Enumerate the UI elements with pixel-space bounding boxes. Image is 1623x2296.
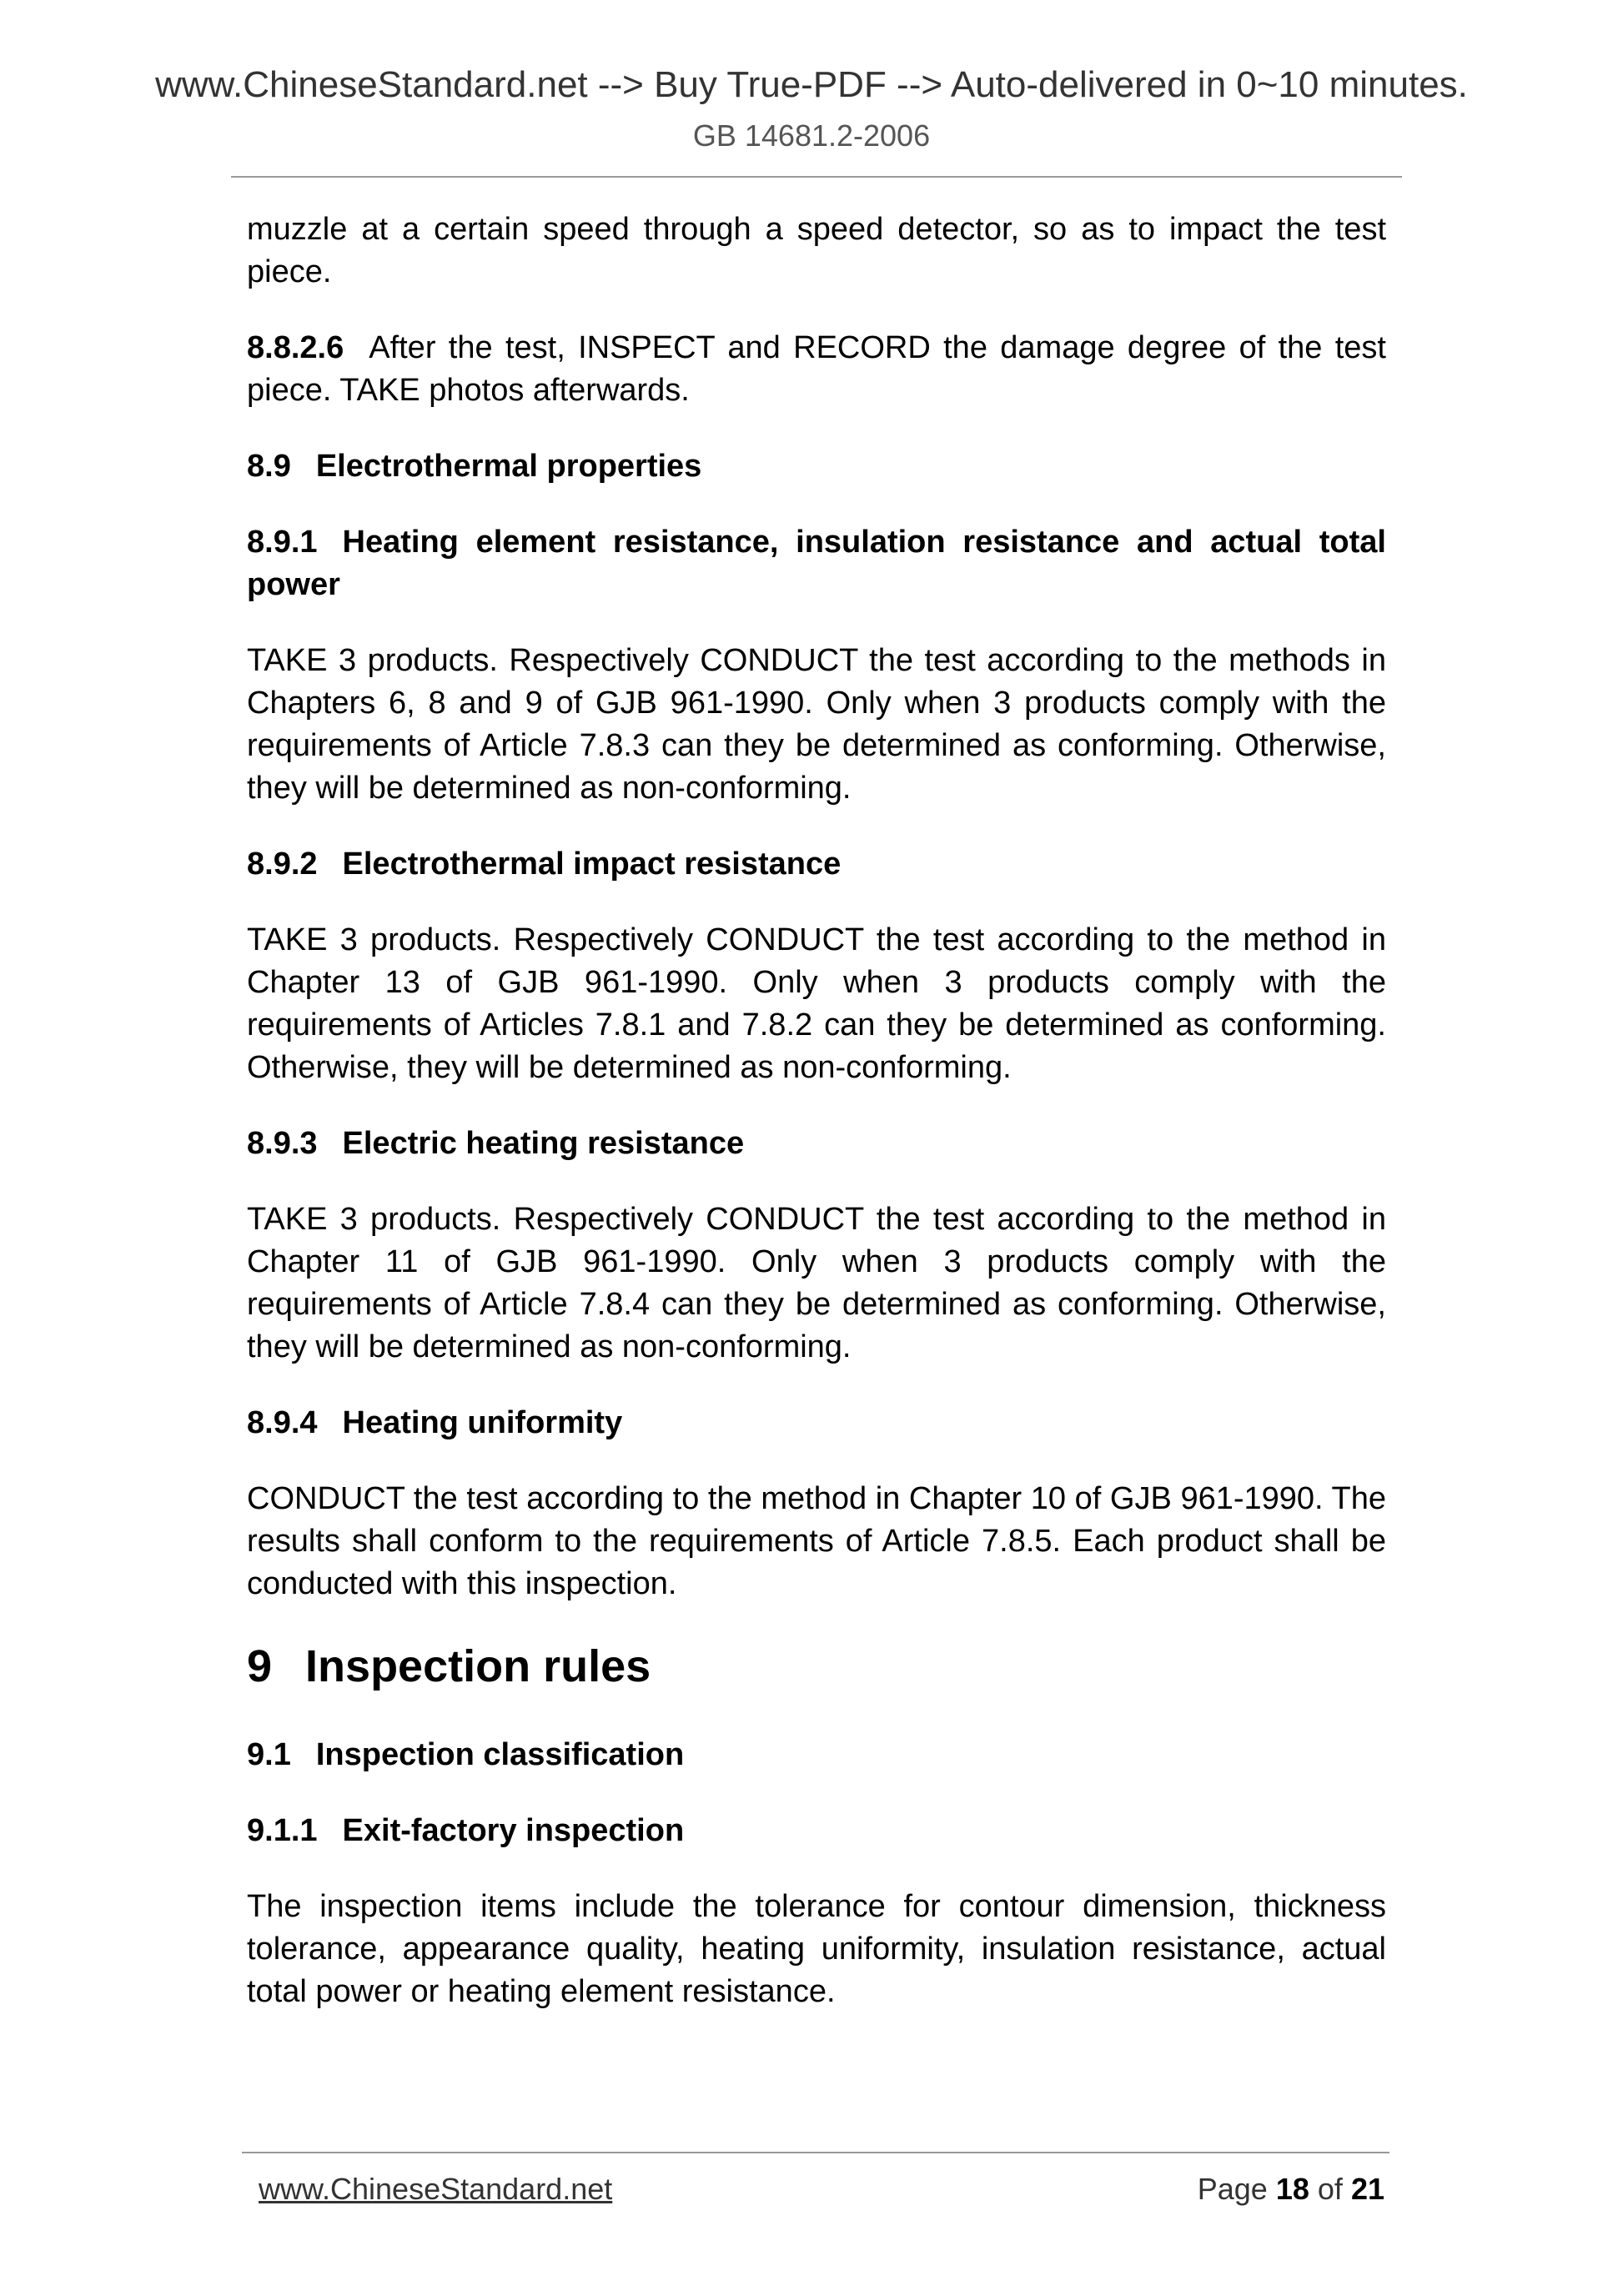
heading-8-9: [247, 445, 1386, 488]
heading-9-1-1: [247, 1810, 1386, 1852]
paragraph-8-9-1: TAKE 3 products. Respectively CONDUCT the test according to the methods in Chapters 6, 8 and 9 of GJB 961-1990. Only when 3 products comply with the requirements of Article 7.8.3 can they be determined as conforming. Otherwise, they will be determined as non-conforming.: [247, 643, 1386, 806]
document-body: [247, 208, 1386, 2047]
heading-title: Exit-factory inspection: [342, 1813, 685, 1848]
heading-title: Heating element resistance, insulation resistance and actual total power: [247, 525, 1386, 602]
paragraph-8-9-4: CONDUCT the test according to the method in Chapter 10 of GJB 961-1990. The results shall conform to the requirements of Article 7.8.5. Each product shall be conducted with this inspection.: [247, 1481, 1386, 1601]
heading-number: 8.9: [247, 449, 291, 484]
paragraph-8-9-3: TAKE 3 products. Respectively CONDUCT the test according to the method in Chapter 11 of GJB 961-1990. Only when 3 products comply with the requirements of Article 7.8.4 can they be determined as conforming. Otherwise, they will be determined as non-conforming.: [247, 1202, 1386, 1364]
heading-title: Electrothermal properties: [315, 449, 702, 484]
footer-divider: [242, 2152, 1389, 2153]
heading-number: 9.1.1: [247, 1813, 318, 1848]
header-divider: [231, 176, 1402, 178]
clause-text: After the test, INSPECT and RECORD the damage degree of the test piece. TAKE photos afterwards.: [247, 330, 1386, 408]
page-indicator: [1198, 2172, 1384, 2207]
heading-title: Heating uniformity: [342, 1405, 623, 1440]
heading-title: Electrothermal impact resistance: [342, 847, 842, 882]
paragraph-9-1-1: The inspection items include the tolerance for contour dimension, thickness tolerance, appearance quality, heating uniformity, insulation resistance, actual total power or heating element resistance.: [247, 1889, 1386, 2009]
chapter-number: 9: [247, 1641, 273, 1691]
heading-8-9-4: [247, 1402, 1386, 1444]
heading-number: 8.9.2: [247, 847, 318, 882]
chapter-heading-9: [247, 1639, 1386, 1694]
heading-8-9-1: [247, 521, 1386, 606]
paragraph-8-9-2: TAKE 3 products. Respectively CONDUCT the test according to the method in Chapter 13 of GJB 961-1990. Only when 3 products comply with the requirements of Articles 7.8.1 and 7.8.2 can they be determined as conforming. Otherwise, they will be determined as non-conforming.: [247, 922, 1386, 1085]
heading-8-9-3: [247, 1123, 1386, 1165]
heading-title: Electric heating resistance: [342, 1126, 745, 1161]
page-prefix: Page: [1197, 2172, 1268, 2206]
clause-number: 8.8.2.6: [247, 330, 344, 365]
clause-8-8-2-6: [247, 327, 1386, 412]
page-total: 21: [1350, 2172, 1384, 2206]
footer-website-link[interactable]: www.ChineseStandard.net: [259, 2172, 613, 2206]
header-banner: www.ChineseStandard.net --> Buy True-PDF --> Auto-delivered in 0~10 minutes.: [155, 64, 1468, 105]
intro-paragraph: muzzle at a certain speed through a speed detector, so as to impact the test piece.: [247, 212, 1386, 289]
page-of: of: [1317, 2172, 1343, 2206]
heading-title: Inspection classification: [315, 1737, 685, 1772]
standard-number: GB 14681.2-2006: [692, 118, 931, 153]
chapter-title: Inspection rules: [305, 1641, 651, 1691]
heading-9-1: [247, 1734, 1386, 1776]
heading-number: 8.9.1: [247, 525, 318, 560]
heading-number: 8.9.4: [247, 1405, 318, 1440]
page-current: 18: [1275, 2172, 1309, 2206]
heading-number: 9.1: [247, 1737, 291, 1772]
heading-number: 8.9.3: [247, 1126, 318, 1161]
heading-8-9-2: [247, 843, 1386, 886]
